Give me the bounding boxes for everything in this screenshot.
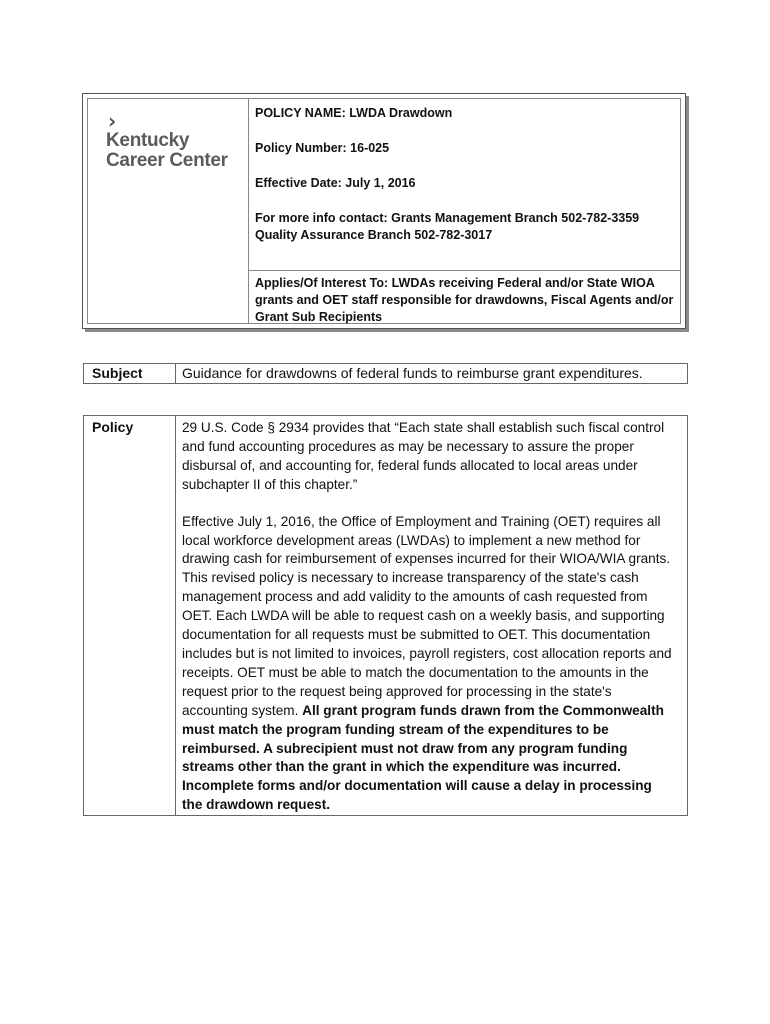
subject-row [83,363,688,384]
policy-divider [175,416,176,815]
contact-quality-assurance: Quality Assurance Branch 502-782-3017 [255,228,493,242]
policy-header-inner [87,98,681,324]
kentucky-career-center-logo [106,111,246,171]
contact-grants-management: For more info contact: Grants Management Branch 502-782-3359 [255,211,640,225]
header-divider-horizontal [248,270,680,271]
policy-name: POLICY NAME: LWDA Drawdown [255,106,453,120]
policy-label: Policy [92,419,134,435]
logo-line-1: Kentucky [106,130,190,151]
policy-header-box [82,93,686,329]
subject-label: Subject [92,365,143,381]
policy-paragraph-2 [182,513,672,816]
header-divider-vertical [248,99,249,323]
subject-divider [175,364,176,383]
applies-to: Applies/Of Interest To: LWDAs receiving Federal and/or State WIOA grants and OET staff responsible for drawdowns, Fiscal Agents and/or Grant Sub Recipients [255,276,674,324]
policy-paragraph-1: 29 U.S. Code § 2934 provides that “Each state shall establish such fiscal control and fund accounting procedures as may be necessary to assure the proper disbursal of, and accounting for, federal funds allocated to local areas under subchapter II of this chapter.” [182,420,665,492]
policy-body [182,419,672,815]
policy-meta [255,105,675,244]
logo-line-2: Career Center [106,150,228,171]
subject-text: Guidance for drawdowns of federal funds to reimburse grant expenditures. [182,365,643,381]
chevron-right-icon: › [108,109,117,133]
policy-paragraph-2-text: Effective July 1, 2016, the Office of Employment and Training (OET) requires all local workforce development areas (LWDAs) to implement a new method for drawing cash for reimbursement of expenses incurred for their WIOA/WIA grants. This revised policy is necessary to increase transparency of the state's cash management process and add validity to the amounts of cash requested from OET. Each LWDA will be able to request cash on a weekly basis, and supporting documentation for all requests must be submitted to OET. This documentation includes but is not limited to invoices, payroll registers, cost allocation reports and receipts. OET must be able to match the documentation to the amounts in the request prior to the request being approved for processing in the state's accounting system. [182,513,672,718]
effective-date: Effective Date: July 1, 2016 [255,176,416,190]
policy-number: Policy Number: 16-025 [255,141,390,155]
policy-paragraph-2-bold: All grant program funds drawn from the Commonwealth must match the program funding stream of the expenditures to be reimbursed. A subrecipient must not draw from any program funding streams other than the grant in which the expenditure was incurred. Incomplete forms and/or documentation will cause a delay in processing the drawdown request. [182,702,664,813]
policy-row [83,415,688,816]
